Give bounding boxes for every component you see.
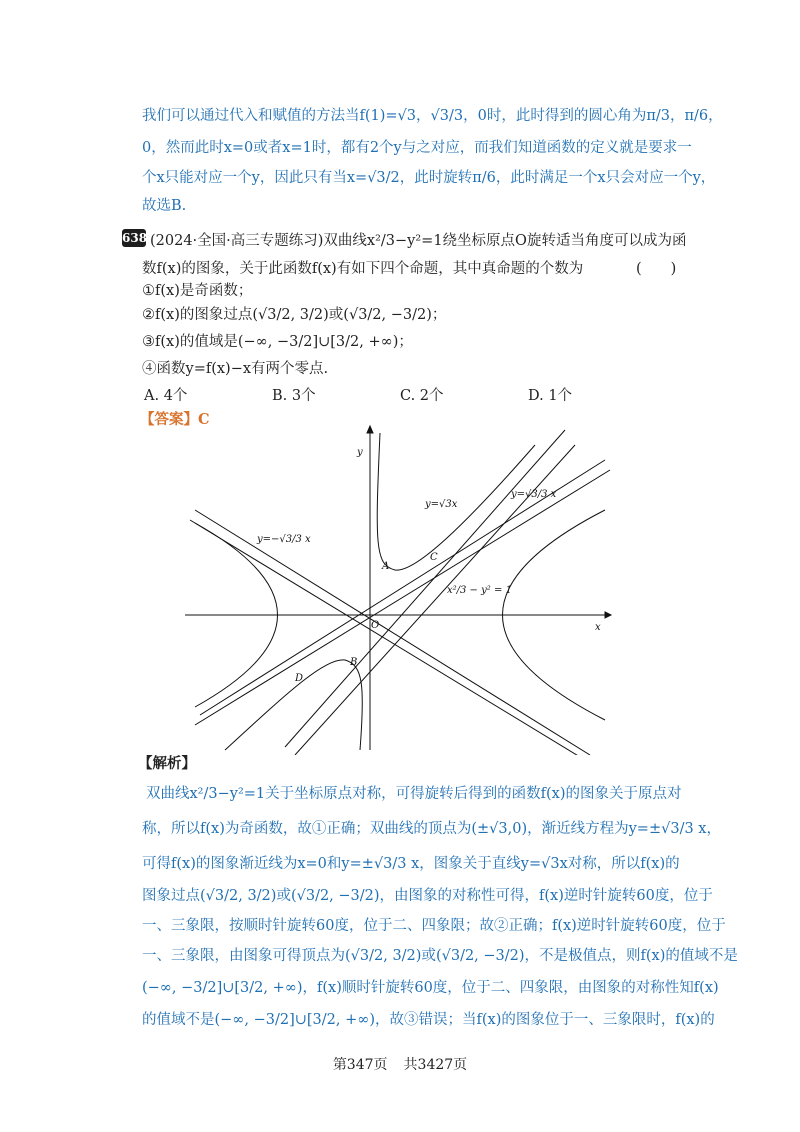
point-d-label: D <box>295 673 304 684</box>
analysis-line-8: 的值域不是(−∞, −3/2]∪[3/2, +∞)，故③错误；当f(x)的图象位于一、三象限时，f(x)的 <box>142 1012 715 1028</box>
problem-stem-2: 数f(x)的图象，关于此函数f(x)有如下四个命题，其中真命题的个数为 <box>142 261 584 277</box>
label-line-steep: y=√3x <box>425 499 458 510</box>
analysis-line-2: 称，所以f(x)为奇函数，故①正确；双曲线的顶点为(±√3,0)，渐近线方程为y=±√3/3 x， <box>142 821 721 837</box>
proposition-3: ③f(x)的值域是(−∞, −3/2]∪[3/2, +∞)； <box>142 334 413 350</box>
option-b: B. 3个 <box>272 388 316 404</box>
label-line-neg: y=−√3/3 x <box>257 534 311 545</box>
problem-number-badge: 638 <box>122 231 148 245</box>
asymptote-neg <box>195 510 590 755</box>
answer-tag: 【答案】 <box>140 411 198 428</box>
point-b-label: B <box>350 657 358 668</box>
answer-bracket: ( ) <box>636 261 677 277</box>
origin-label: O <box>371 620 380 631</box>
analysis-line-5: 一、三象限，按顺时针旋转60度，位于二、四象限；故②正确；f(x)逆时针旋转60度，位于 <box>142 918 726 934</box>
analysis-line-3: 可得f(x)的图象渐近线为x=0和y=±√3/3 x，图象关于直线y=√3x对称，所以f(x)的 <box>142 856 680 872</box>
label-line-shallow: y=√3/3 x <box>511 489 557 500</box>
y-axis-label: y <box>357 447 363 458</box>
option-a: A. 4个 <box>144 388 188 404</box>
option-c: C. 2个 <box>400 388 444 404</box>
point-a-label: A <box>382 561 390 572</box>
page-total: 共3427页 <box>403 1057 468 1073</box>
page-footer <box>0 1054 800 1074</box>
hyperbola-graph <box>185 425 615 755</box>
x-axis-arrow <box>605 612 611 618</box>
analysis-line-6: 一、三象限，由图象可得顶点为(√3/2, 3/2)或(√3/2, −3/2)，不是极值点，则f(x)的值域不是 <box>142 948 738 964</box>
answer-value: C <box>198 411 210 428</box>
asymptote-neg-b <box>190 520 585 755</box>
intro-line-1: 我们可以通过代入和赋值的方法当f(1)=√3，√3/3，0时，此时得到的圆心角为π/3，π/6， <box>142 108 723 124</box>
problem-stem-1: (2024·全国·高三专题练习)双曲线x²/3−y²=1绕坐标原点O旋转适当角度可以成为函 <box>150 233 687 249</box>
x-axis-label: x <box>595 622 601 633</box>
intro-line-4: 故选B. <box>142 198 187 214</box>
y-axis-arrow <box>367 426 373 433</box>
proposition-2: ②f(x)的图象过点(√3/2, 3/2)或(√3/2, −3/2)； <box>142 307 447 323</box>
proposition-1: ①f(x)是奇函数； <box>142 283 253 299</box>
option-d: D. 1个 <box>528 388 573 404</box>
intro-line-3: 个x只能对应一个y，因此只有当x=√3/2，此时旋转π/6，此时满足一个x只会对应一个y， <box>142 170 716 186</box>
analysis-tag: 【解析】 <box>138 755 196 772</box>
analysis-line-7: (−∞, −3/2]∪[3/2, +∞)，f(x)顺时针旋转60度，位于二、四象限，由图象的对称性知f(x) <box>142 980 719 996</box>
analysis-line-4: 图象过点(√3/2, 3/2)或(√3/2, −3/2)，由图象的对称性可得，f(x)逆时针旋转60度，位于 <box>142 888 713 904</box>
asymptote-shallow-b <box>195 470 610 725</box>
intro-line-2: 0，然而此时x=0或者x=1时，都有2个y与之对应，而我们知道函数的定义就是要求一 <box>142 140 692 156</box>
point-c-label: C <box>430 552 438 563</box>
proposition-4: ④函数y=f(x)−x有两个零点. <box>142 361 329 377</box>
label-curve: x²/3 − y² = 1 <box>447 585 512 596</box>
page-number: 第347页 <box>332 1057 388 1073</box>
analysis-line-1: 双曲线x²/3−y²=1关于坐标原点对称，可得旋转后得到的函数f(x)的图象关于原点对 <box>146 786 682 802</box>
line-sqrt3x <box>285 430 565 747</box>
